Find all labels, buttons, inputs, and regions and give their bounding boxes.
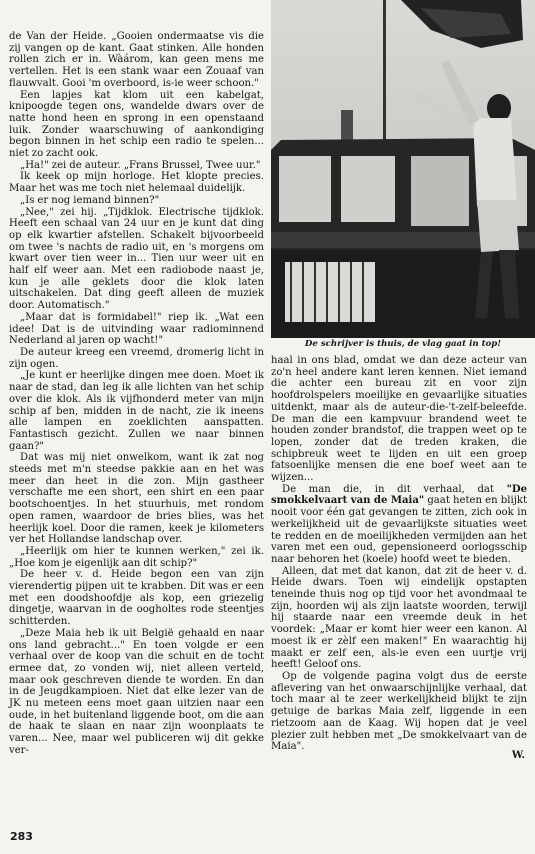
right-text-column	[271, 355, 527, 753]
left-column-paragraph: De auteur kreeg een vreemd, dromerig licht in zijn ogen.	[9, 346, 264, 370]
left-column-paragraph: De heer v. d. Heide begon een van zijn vierendertig pijpen uit te krabben. Dit was er een met een doodshoofdje als kop, een griezelig dingetje, waarvan in de oogholtes rode steentjes schitterden.	[9, 569, 264, 628]
right-column-paragraph: Alleen, dat met dat kanon, dat zit de heer v. d. Heide dwars. Toen wij eindelijk opstapten teneinde thuis nog op tijd voor het avondmaal te zijn, hoorden wij als zijn laatste woorden, terwijl hij staarde naar een vreemde deuk in het voordek: „Maar er komt hier weer een kanon. Al moest ik er zèlf een maken!" En waarachtig hij maakt er zelf een, als-ie even een uurtje vrij heeft! Geloof ons.	[271, 565, 527, 671]
left-column-paragraph: „Ha!" zei de auteur. „Frans Brussel, Twee uur."	[20, 159, 261, 171]
author-signature: W.	[511, 750, 525, 761]
photo-illustration	[271, 0, 535, 338]
left-column-paragraph: „Je kunt er heerlijke dingen mee doen. Moet ik naar de stad, dan leg ik alle lichten van het schip over die klok. Als ik vijfhonderd meter van mijn schip af ben, midden in de nacht, zie ik ineens alle lampen en zoeklichten aanspatten. Fantastisch gezicht. Zullen we naar binnen gaan?"	[9, 370, 264, 452]
left-column-paragraph: „Maar dat is formidabel!" riep ik. „Wat een idee! Dat is de uitvinding waar radiominnend Nederland al jaren op wacht!"	[9, 311, 264, 347]
left-column-paragraph: de Van der Heide. „Gooien ondermaatse vis die zij vangen op de kant. Gaat stinken. Alle honden rollen zich er in. Wàárom, kan geen mens me vertellen. Het is een stank waar een Zouaaf van flauwvalt. Gooi 'm overboord, is-ie weer schoon."	[9, 31, 264, 89]
right-column-paragraph	[271, 484, 527, 566]
left-text-column	[9, 31, 264, 757]
left-column-paragraph: Een lapjes kat klom uit een kabelgat, knipoogde tegen ons, wandelde dwars over de natte hond heen en sprong in een openstaand luik. Zonder waarschuwing of aankondiging begon binnen in het schip een radio te spelen... niet zo zacht ook.	[9, 89, 264, 160]
left-column-paragraph: Dat was mij niet onwelkom, want ik zat nog steeds met m'n steedse pakkie aan en het was meer dan heet in die zon. Mijn gastheer verschafte me een short, een shirt en een paar bootschoentjes. In het stuurhuis, met rondom open ramen, waardoor de bries blies, was het heerlijk koel. Door die ramen, keek je kilometers ver het Hollandse landschap over.	[9, 452, 264, 546]
page-number: 283	[10, 830, 33, 843]
photo-caption: De schrijver is thuis, de vlag gaat in top!	[304, 339, 502, 349]
article-photo	[271, 0, 535, 338]
left-column-paragraph: „Nee," zei hij. „Tijdklok. Electrische tijdklok. Heeft een schaal van 24 uur en je kunt dat ding op elk kwartier afstellen. Schakelt bijvoorbeeld om twee 's nachts de radio uit, en 's morgens om kwart over tien weer in... Tien uur weer uit en half elf weer aan. Met een radiobode naast je, kun je alle geklets door die klok laten uitschakelen. Dat ding geeft alleen de muziek door. Automatisch."	[9, 206, 264, 312]
paragraph-text: gaat heten en blijkt nooit voor één gat gevangen te zitten, zich ook in werkelijkheid uit de gevaarlijkste situaties weet te redden en de moeilijkheden vermijden aan het varen met een oud, gepensioneerd oorlogsschip naar behoren het (koele) hoofd weet te bieden.	[271, 495, 528, 565]
right-column-paragraph: Op de volgende pagina volgt dus de eerste aflevering van het onwaarschijnlijke verhaal, dat toch maar al te zeer werkelijkheid blijkt te zijn getuige de barkas Maia zelf, liggende in een rietzoom aan de Kaag. Wij hopen dat je veel plezier zult hebben met „De smokkelvaart van de Maia".	[271, 670, 527, 753]
left-column-paragraph: „Deze Maia heb ik uit België gehaald en naar ons land gebracht..." En toen volgde er een verhaal over de koop van die schuit en de tocht ermee dat, zo vonden wij, niet alleen verteld, maar ook geschreven diende te worden. En dan in de Jeugdkampioen. Niet dat elke lezer van de JK nu meteen eens moet gaan uitzien naar een oude, in het buitenland liggende boot, om die aan de haak te slaan en naar zijn woonplaats te varen... Nee, maar wel publiceren wij dit gekke ver-	[9, 627, 264, 756]
right-column-paragraph: haal in ons blad, omdat we dan deze acteur van zo'n heel andere kant leren kennen. Niet iemand die achter een bureau zit en voor zijn hoofdrolspelers moeilijke en gevaarlijke situaties uitdenkt, maar als de auteur-die-'t-zelf-beleefde. De man die een kampvuur brandend weet te houden zonder brandstof, die trappen weet op te lopen, zonder dat de treden kraken, die schipbreuk weet te lijden en uit een groep fatsoenlijke mensen die ene boef weet aan te wijzen...	[271, 355, 527, 484]
left-column-paragraph: Ik keek op mijn horloge. Het klopte precies. Maar het was me toch niet helemaal duidelijk.	[9, 171, 264, 195]
story-title: "De smokkelvaart van de Maia"	[271, 483, 527, 507]
left-column-paragraph: „Is er nog iemand binnen?"	[20, 194, 160, 206]
left-column-paragraph: „Heerlijk om hier te kunnen werken," zei ik. „Hoe kom je eigenlijk aan dit schip?"	[9, 545, 264, 569]
paragraph-text: De man die, in dit verhaal, dat	[282, 483, 507, 495]
